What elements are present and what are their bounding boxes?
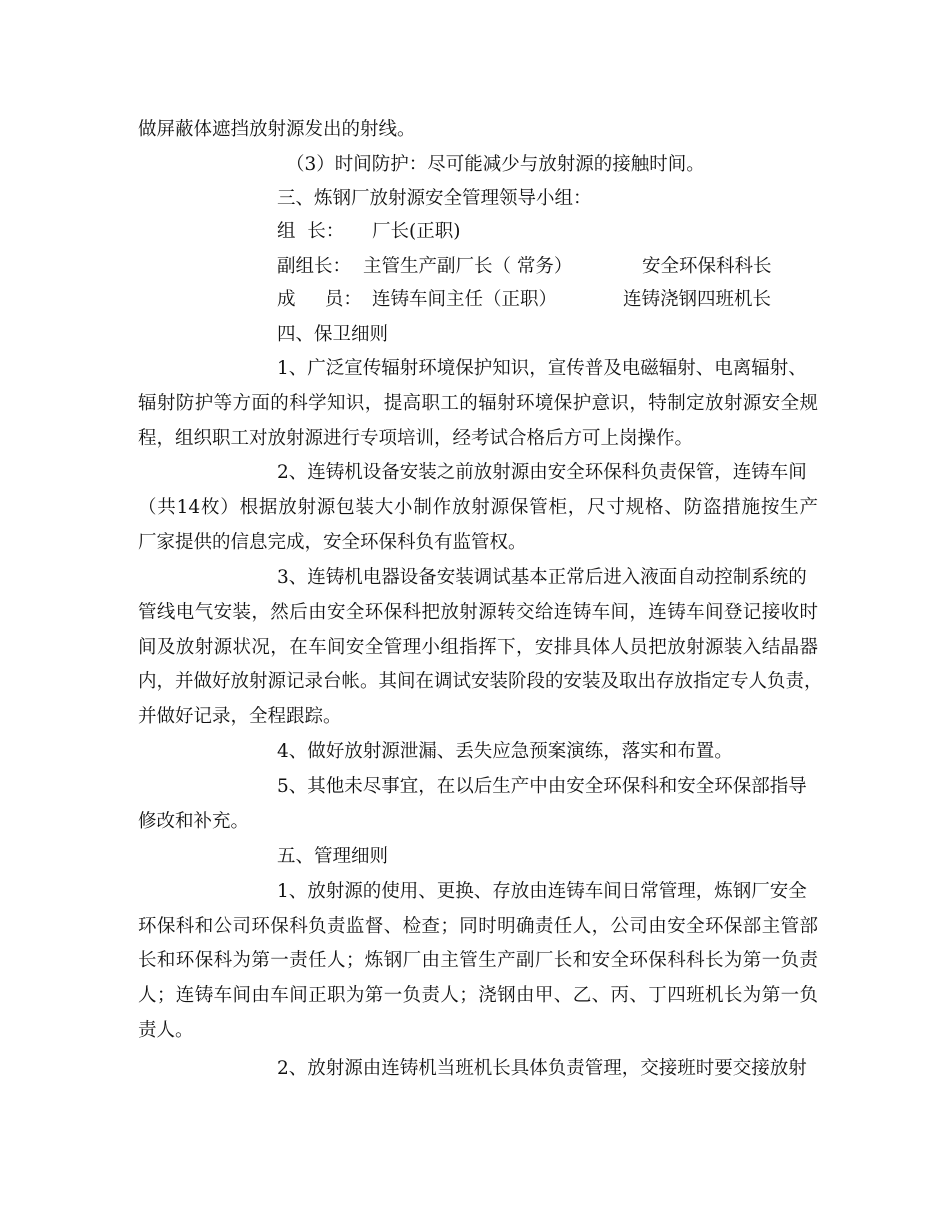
text-line: 做屏蔽体遮挡放射源发出的射线。: [138, 119, 416, 140]
text-line: 4、做好放射源泄漏、丢失应急预案演练，落实和布置。: [277, 741, 733, 762]
text-line: （共14枚）根据放射源包装大小制作放射源保管柜，尺寸规格、防盗措施按生产: [138, 497, 818, 518]
text-line: 厂家提供的信息完成，安全环保科负有监管权。: [138, 532, 527, 553]
text-line: 管线电气安装，然后由安全环保科把放射源转交给连铸车间，连铸车间登记接收时: [138, 602, 818, 623]
section-heading: 五、管理细则: [277, 846, 389, 867]
text-line: 辐射防护等方面的科学知识，提高职工的辐射环境保护意识，特制定放射源安全规: [138, 393, 818, 414]
text-line: 责人。: [138, 1020, 194, 1041]
section-heading: 四、保卫细则: [277, 324, 389, 345]
text-line: 并做好记录，全程跟踪。: [138, 706, 342, 727]
text-line: 3、连铸机电器设备安装调试基本正常后进入液面自动控制系统的: [277, 567, 807, 588]
role-label: 组 长：: [277, 221, 345, 242]
section-heading: 三、炼钢厂放射源安全管理领导小组：: [277, 188, 592, 209]
text-line: 5、其他未尽事宜，在以后生产中由安全环保科和安全环保部指导: [277, 776, 807, 797]
text-line: 内，并做好放射源记录台帐。其间在调试安装阶段的安装及取出存放指定专人负责，: [138, 671, 823, 692]
role-value: 厂长(正职): [372, 221, 461, 242]
role-value: 连铸车间主任（正职）: [372, 289, 558, 310]
role-value: 安全环保科科长: [642, 256, 772, 277]
role-value: 主管生产副厂长（ 常务）: [363, 256, 573, 277]
role-value: 连铸浇钢四班机长: [623, 289, 772, 310]
text-line: 1、放射源的使用、更换、存放由连铸车间日常管理，炼钢厂安全: [277, 881, 807, 902]
text-line: 2、放射源由连铸机当班机长具体负责管理，交接班时要交接放射: [277, 1058, 807, 1079]
role-label: 副组长：: [277, 256, 352, 277]
text-line: 修改和补充。: [138, 811, 250, 832]
text-line: （3）时间防护：尽可能减少与放射源的接触时间。: [286, 154, 705, 175]
text-line: 人；连铸车间由车间正职为第一负责人；浇钢由甲、乙、丙、丁四班机长为第一负: [138, 985, 818, 1006]
text-line: 环保科和公司环保科负责监督、检查；同时明确责任人，公司由安全环保部主管部: [138, 916, 818, 937]
text-line: 2、连铸机设备安装之前放射源由安全环保科负责保管，连铸车间: [277, 462, 807, 483]
text-line: 程，组织职工对放射源进行专项培训，经考试合格后方可上岗操作。: [138, 428, 694, 449]
text-line: 间及放射源状况，在车间安全管理小组指挥下，安排具体人员把放射源装入结晶器: [138, 637, 818, 658]
text-line: 长和环保科为第一责任人；炼钢厂由主管生产副厂长和安全环保科科长为第一负责: [138, 950, 818, 971]
role-label: 成 员：: [277, 289, 362, 310]
text-line: 1、广泛宣传辐射环境保护知识，宣传普及电磁辐射、电离辐射、: [277, 358, 807, 379]
